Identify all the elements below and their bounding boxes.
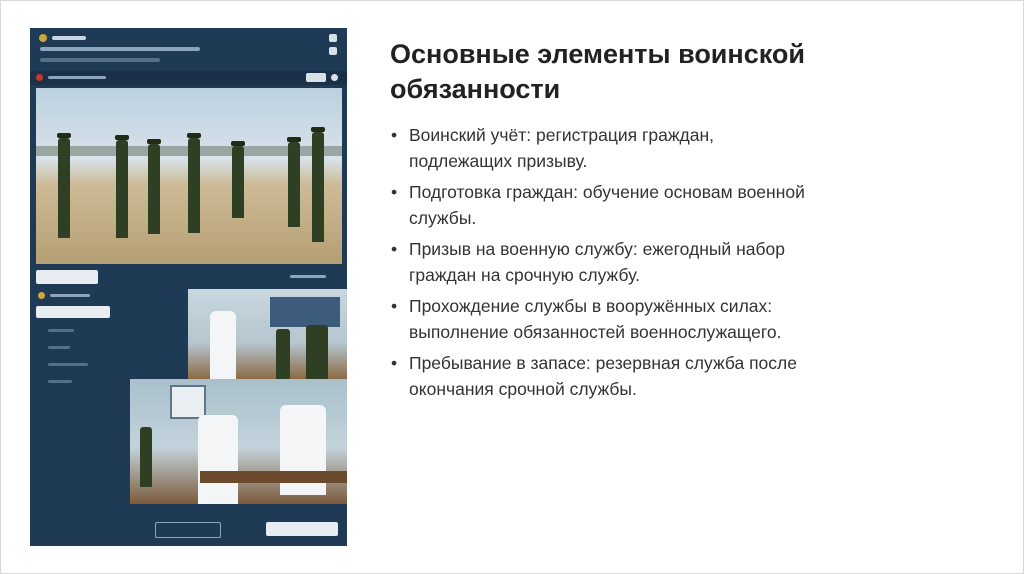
illustration-line	[40, 47, 200, 51]
illustration-line	[48, 346, 70, 349]
soldier-figure	[140, 427, 152, 487]
military-service-illustration	[30, 28, 347, 546]
soldier-figure	[58, 138, 70, 238]
bullet-text: Призыв на военную службу: ежегодный набор граждан на срочную службу.	[409, 239, 785, 285]
soldier-cap	[57, 133, 71, 138]
soldier-cap	[187, 133, 201, 138]
illustration-sidebar-item	[36, 359, 110, 371]
bullet-dot: •	[391, 296, 398, 316]
slide-title: Основные элементы воинской обязанности	[390, 39, 805, 104]
illustration-button	[155, 522, 221, 538]
medical-scene	[130, 379, 347, 504]
doctor-figure	[198, 415, 238, 504]
illustration-button	[266, 522, 338, 536]
soldier-figure	[116, 140, 128, 238]
illustration-sidebar-item	[36, 306, 110, 318]
illustration-line	[48, 380, 72, 383]
bullet-list	[391, 122, 811, 407]
illustration-button	[306, 73, 326, 82]
shelves	[270, 297, 340, 327]
window-frame	[170, 385, 206, 419]
soldier-cap	[231, 141, 245, 146]
soldier-figure	[276, 329, 290, 379]
emblem-icon	[38, 292, 45, 299]
office-scene	[188, 289, 347, 379]
soldier-cap	[115, 135, 129, 140]
bullet-text: Пребывание в запасе: резервная служба после окончания срочной службы.	[409, 353, 797, 399]
soldier-figure	[288, 142, 300, 227]
illustration-line	[48, 363, 88, 366]
illustration-sidebar-item	[36, 376, 110, 388]
soldier-cap	[147, 139, 161, 144]
bullet-item	[391, 293, 811, 345]
soldier-figure	[232, 146, 244, 218]
bullet-text: Прохождение службы в вооружённых силах: выполнение обязанностей военнослужащего.	[409, 296, 782, 342]
bullet-item	[391, 122, 811, 174]
soldier-figure	[188, 138, 200, 233]
window-icon	[329, 34, 337, 42]
illustration-line	[50, 294, 90, 297]
search-icon	[331, 74, 338, 81]
desk	[200, 471, 347, 483]
soldier-cap	[287, 137, 301, 142]
illustration-toolbar	[30, 71, 347, 85]
soldier-cap	[311, 127, 325, 132]
emblem-icon	[39, 34, 47, 42]
illustration-line	[48, 329, 74, 332]
flag-icon	[36, 74, 43, 81]
illustration-line	[40, 58, 160, 62]
soldier-figure	[306, 325, 328, 379]
window-icon	[329, 47, 337, 55]
soldier-figure	[148, 144, 160, 234]
bullet-dot: •	[391, 182, 398, 202]
bullet-dot: •	[391, 125, 398, 145]
bullet-dot: •	[391, 239, 398, 259]
illustration-line	[290, 275, 326, 278]
bullet-item	[391, 236, 811, 288]
bullet-dot: •	[391, 353, 398, 373]
illustration-line	[48, 76, 106, 79]
parade-scene	[36, 88, 342, 264]
bullet-text: Подготовка граждан: обучение основам военной службы.	[409, 182, 805, 228]
doctor-figure	[210, 311, 236, 379]
bullet-item	[391, 179, 811, 231]
illustration-line	[52, 36, 86, 40]
bullet-text: Воинский учёт: регистрация граждан, подлежащих призыву.	[409, 125, 715, 171]
illustration-button	[36, 270, 98, 284]
illustration-sidebar-item	[36, 342, 110, 354]
soldier-figure	[312, 132, 324, 242]
bullet-item	[391, 350, 811, 402]
illustration-sidebar-item	[36, 325, 110, 337]
